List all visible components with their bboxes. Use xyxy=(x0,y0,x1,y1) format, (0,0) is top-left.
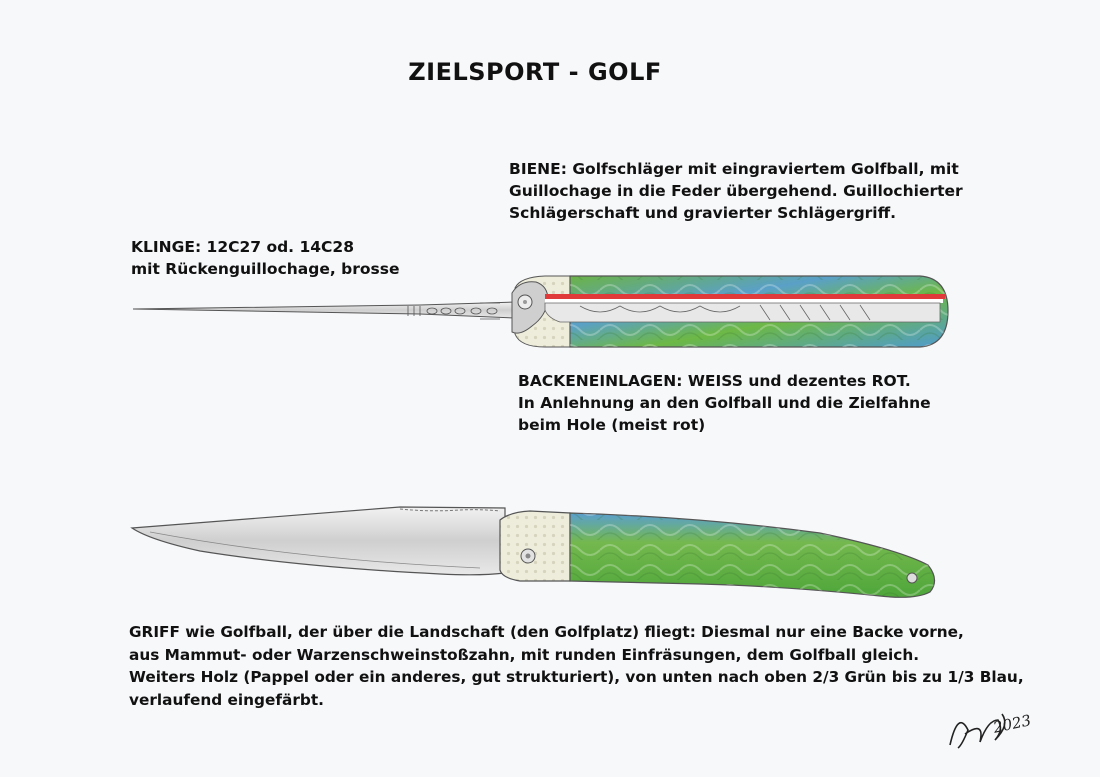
knife-top-view xyxy=(133,276,948,347)
signature-year: 2023 xyxy=(991,711,1033,737)
handle-note-line: GRIFF wie Golfball, der über die Landschaft (den Golfplatz) fliegt: Diesmal nur eine Backe vorne, xyxy=(129,623,964,641)
bee-note-line: Schlägerschaft und gravierter Schlägergriff. xyxy=(509,204,897,222)
handle-side-wood-grain xyxy=(570,513,935,597)
blade-side xyxy=(132,507,505,575)
bee-note-line: Guillochage in die Feder übergehend. Guillochierter xyxy=(509,182,963,200)
scale-inlay-note-line: beim Hole (meist rot) xyxy=(518,416,706,434)
handle-note-line: Weiters Holz (Pappel oder ein anderes, gut strukturiert), von unten nach oben 2/3 Grün bis zu 1/3 Blau, xyxy=(129,668,1024,686)
blade-note-line: mit Rückenguillochage, brosse xyxy=(131,260,400,278)
scale-inlay-note-line: BACKENEINLAGEN: WEISS und dezentes ROT. xyxy=(518,372,911,390)
spring-back xyxy=(545,303,940,322)
red-liner xyxy=(545,294,945,299)
handle-rivet xyxy=(907,573,917,583)
white-liner xyxy=(545,299,943,303)
handle-note-line: aus Mammut- oder Warzenschweinstoßzahn, mit runden Einfräsungen, dem Golfball gleich. xyxy=(129,645,920,664)
blade-note-line: KLINGE: 12C27 od. 14C28 xyxy=(131,238,354,256)
bee-note-line: BIENE: Golfschläger mit eingraviertem Golfball, mit xyxy=(509,160,959,178)
bolster-side xyxy=(500,511,570,581)
knife-side-view xyxy=(132,507,935,597)
page-title: ZIELSPORT - GOLF xyxy=(408,58,662,86)
pivot-pin-center xyxy=(526,554,531,559)
handle-note-line: verlaufend eingefärbt. xyxy=(129,690,324,709)
blade-spine-spike xyxy=(133,302,515,318)
scale-inlay-note-line: In Anlehnung an den Golfball und die Zielfahne xyxy=(518,394,931,412)
golf-ball-dimple xyxy=(523,300,527,304)
